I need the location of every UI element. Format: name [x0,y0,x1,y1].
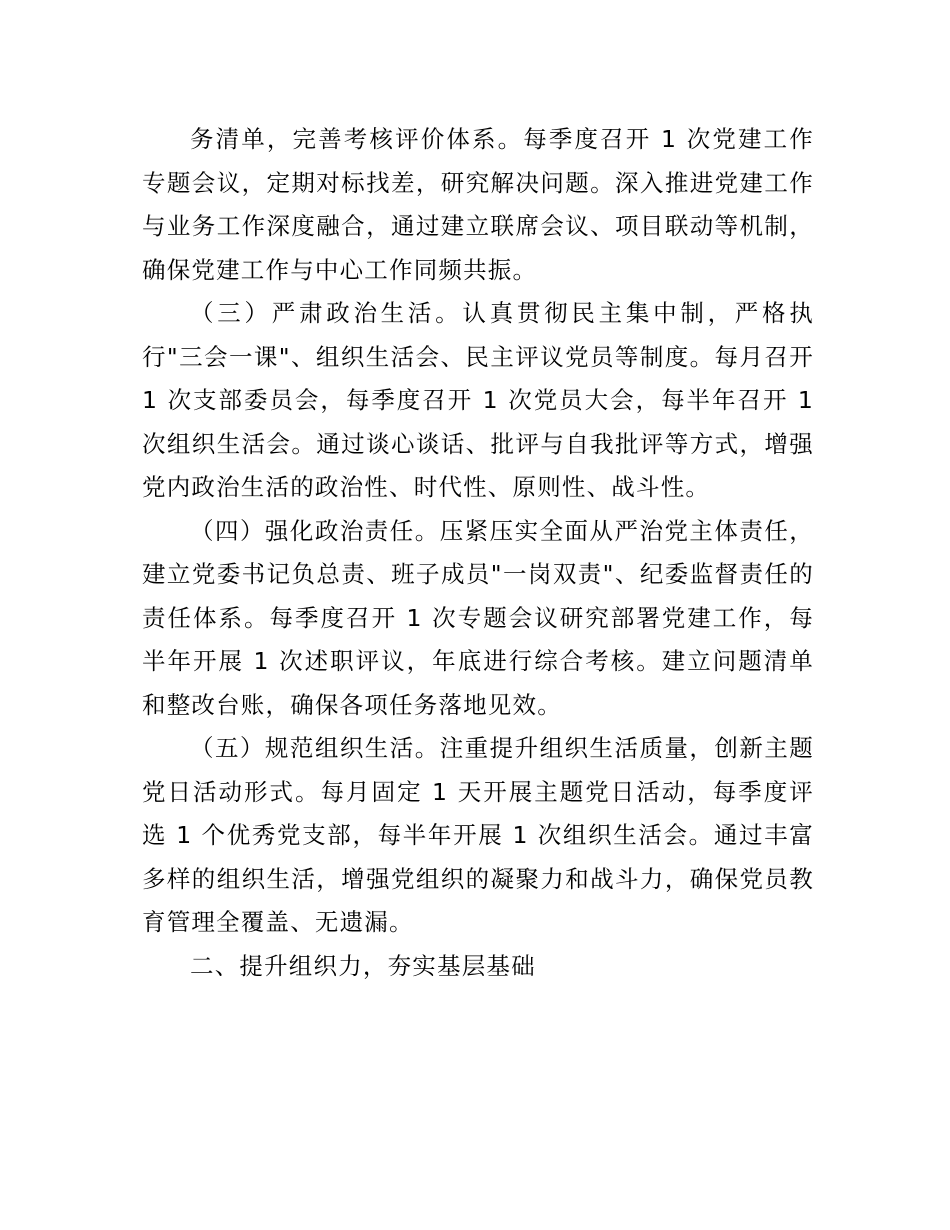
document-body [142,118,814,988]
section-heading: 二、提升组织力，夯实基层基础 [190,951,536,980]
paragraph-organization-life: （五）规范组织生活。注重提升组织生活质量，创新主题党日活动形式。每月固定 1 天开展主题党日活动，每季度评选 1 个优秀党支部，每半年开展 1 次组织生活会。通过丰富多样的组织生活，增强党组织的凝聚力和战斗力，确保党员教育管理全覆盖、无遗漏。 [142,734,814,936]
paragraph-political-responsibility: （四）强化政治责任。压紧压实全面从严治党主体责任，建立党委书记负总责、班子成员"一岗双责"、纪委监督责任的责任体系。每季度召开 1 次专题会议研究部署党建工作，每半年开展 1 次述职评议，年底进行综合考核。建立问题清单和整改台账，确保各项任务落地见效。 [142,516,814,719]
paragraph-continuation: 务清单，完善考核评价体系。每季度召开 1 次党建工作专题会议，定期对标找差，研究解决问题。深入推进党建工作与业务工作深度融合，通过建立联席会议、项目联动等机制，确保党建工作与中心工作同频共振。 [142,125,814,284]
paragraph-political-life: （三）严肃政治生活。认真贯彻民主集中制，严格执行"三会一课"、组织生活会、民主评议党员等制度。每月召开 1 次支部委员会，每季度召开 1 次党员大会，每半年召开 1 次组织生活会。通过谈心谈话、批评与自我批评等方式，增强党内政治生活的政治性、时代性、原则性、战斗性。 [142,299,814,501]
